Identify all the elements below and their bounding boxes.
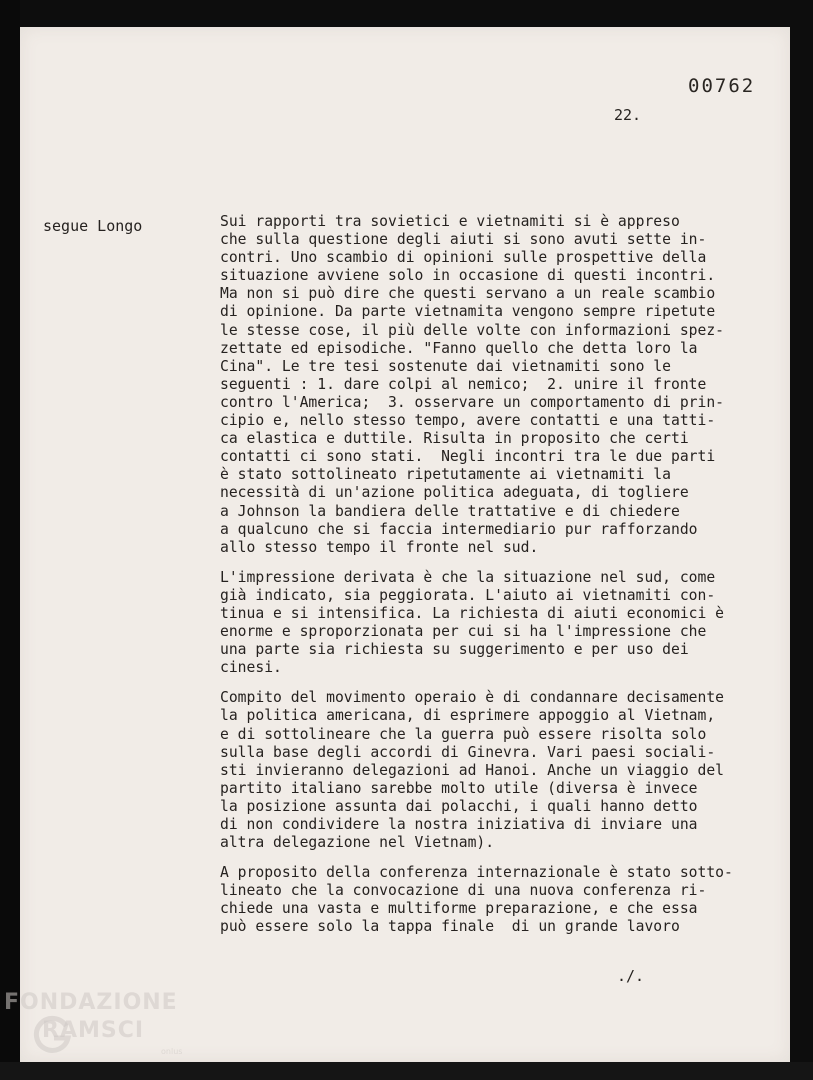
watermark-line-2: RAMSCI [42, 1018, 145, 1043]
page-number: 22. [614, 106, 642, 124]
continuation-mark: ./. [617, 967, 645, 985]
paragraph-2: L'impressione derivata è che la situazione nel sud, come già indicato, sia peggiorata. L'aiuto ai vietnamiti con- tinua e si intensifica. La richiesta di aiuti economici è enorme e sproporzionata per cui si ha l'impressione che una parte sia richiesta su suggerimento e per uso dei cinesi. [220, 568, 725, 677]
typed-page [20, 27, 790, 1062]
archive-number: 00762 [688, 75, 756, 97]
paragraph-3: Compito del movimento operaio è di condannare decisamente la politica americana, di esprimere appoggio al Vietnam, e di sottolineare che la guerra può essere risolta solo sulla base degli accordi di Ginevra. Vari paesi sociali- sti invieranno delegazioni ad Hanoi. Anche un viaggio del partito italiano sarebbe molto utile (diversa è invece la posizione assunta dai polacchi, i quali hanno detto di non condividere la nostra iniziativa di inviare una altra delegazione nel Vietnam). [220, 689, 725, 852]
watermark-line-1: FONDAZIONE [4, 990, 178, 1015]
body-text [220, 213, 790, 949]
watermark-line-3: onlus [161, 1047, 183, 1056]
paragraph-1: Sui rapporti tra sovietici e vietnamiti si è appreso che sulla questione degli aiuti si sono avuti sette in- contri. Uno scambio di opinioni sulle prospettive della situazione avviene solo in occasione di questi incontri. Ma non si può dire che questi servano a un reale scambio di opinione. Da parte vietnamita vengono sempre ripetute le stesse cose, il più delle volte con informazioni spez- zettate ed episodiche. "Fanno quello che detta loro la Cina". Le tre tesi sostenute dai vietnamiti sono le seguenti : 1. dare colpi al nemico; 2. unire il fronte contro l'America; 3. osservare un comportamento di prin- cipio e, nello stesso tempo, avere contatti e una tatti- ca elastica e duttile. Risulta in proposito che certi contatti ci sono stati. Negli incontri tra le due parti è stato sottolineato ripetutamente ai vietnamiti la necessità di un'azione politica adeguata, di togliere a Johnson la bandiera delle trattative e di chiedere a qualcuno che si faccia intermediario pur rafforzando allo stesso tempo il fronte nel sud. [220, 213, 725, 556]
speaker-margin-note: segue Longo [43, 217, 143, 235]
scan-left-edge [0, 0, 20, 1080]
paragraph-4: A proposito della conferenza internazionale è stato sotto- lineato che la convocazione di una nuova conferenza ri- chiede una vasta e multiforme preparazione, e che essa può essere solo la tappa finale di un grande lavoro [220, 864, 733, 936]
fondazione-gramsci-watermark [4, 990, 204, 1072]
